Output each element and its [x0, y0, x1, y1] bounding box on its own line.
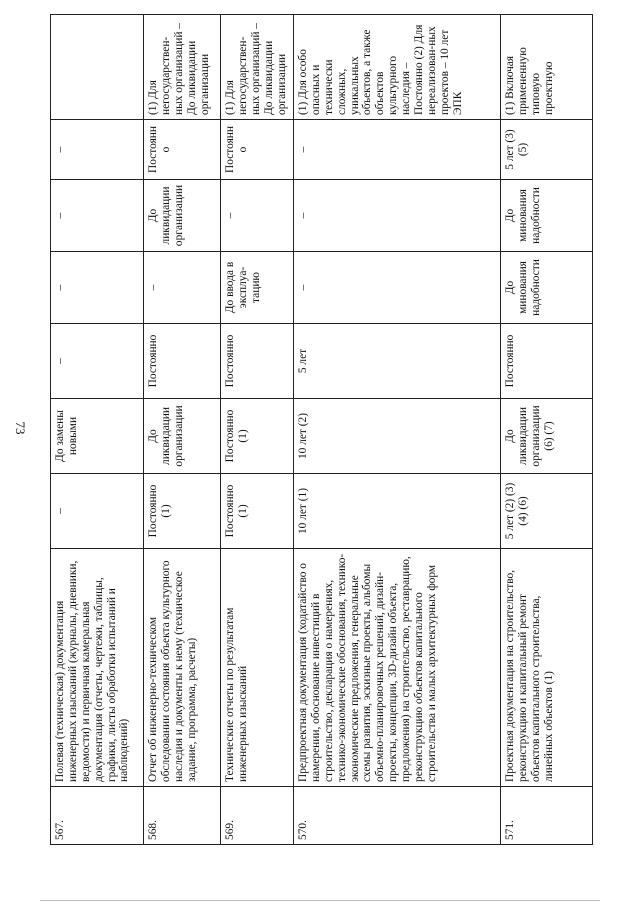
- rotated-table-wrapper: [50, 15, 592, 845]
- retention-table: [50, 14, 593, 845]
- page-number: 73: [13, 421, 28, 435]
- cell-c4: До замены новыми: [51, 399, 144, 474]
- table-row: [501, 15, 593, 845]
- cell-c8: –: [294, 120, 501, 180]
- cell-c8: –: [51, 120, 144, 180]
- cell-c8: 5 лет (3) (5): [501, 120, 593, 180]
- table-row: [221, 15, 294, 845]
- cell-c5: Постоянно: [221, 324, 294, 399]
- document-title: Предпроектная документация (ходатайство о намерении, обоснование инвестиций в строительство, декларация о намерениях, технико-экономические обоснования, технико-экономические предложения, генеральные схемы развития, эскизные проекты, альбомы объемно-планировочных решений, дизайн-проекты, концепции, 3D-дизайн объекта, предложения) на строительство, реставрацию, реконструкцию объектов капитального строительства и малых архитектурных форм: [294, 549, 501, 787]
- cell-c3: Постоянно (1): [144, 474, 221, 549]
- cell-c7: –: [51, 180, 144, 252]
- document-title: Отчет об инженерно-техническом обследовании состояния объекта культурного наследия и документы к нему (техническое задание, программа, расчеты): [144, 549, 221, 787]
- note-cell: (1) Включая примененную типовую проектную: [501, 15, 593, 120]
- cell-c6: До ввода в эксплуа-тацию: [221, 252, 294, 324]
- cell-c8: Постоянно: [221, 120, 294, 180]
- cell-c7: До ликвидации организации: [144, 180, 221, 252]
- note-cell: (1) Для негосударствен-ных организаций – До ликвидации организации: [144, 15, 221, 120]
- row-number: 569.: [221, 787, 294, 845]
- cell-c3: –: [51, 474, 144, 549]
- row-number: 567.: [51, 787, 144, 845]
- table-row: [51, 15, 144, 845]
- cell-c4: Постоянно (1): [221, 399, 294, 474]
- note-cell: (1) Для негосударствен-ных организаций – До ликвидации организации: [221, 15, 294, 120]
- cell-c4: До ликвидации организации (6) (7): [501, 399, 593, 474]
- row-number: 568.: [144, 787, 221, 845]
- cell-c5: –: [51, 324, 144, 399]
- table-row: [294, 15, 501, 845]
- cell-c6: –: [144, 252, 221, 324]
- cell-c4: До ликвидации организации: [144, 399, 221, 474]
- row-number: 570.: [294, 787, 501, 845]
- note-cell: [51, 15, 144, 120]
- cell-c7: До минования надобности: [501, 180, 593, 252]
- document-title: Полевая (техническая) документация инженерных изысканий (журналы, дневники, ведомости) и первичная камеральная документация (отчеты, чертежи, таблицы, графики, листы обработки испытаний и наблюдений): [51, 549, 144, 787]
- scan-edge-line: [40, 900, 600, 901]
- cell-c3: 10 лет (1): [294, 474, 501, 549]
- row-number: 571.: [501, 787, 593, 845]
- cell-c4: 10 лет (2): [294, 399, 501, 474]
- cell-c5: 5 лет: [294, 324, 501, 399]
- cell-c7: –: [294, 180, 501, 252]
- cell-c6: –: [51, 252, 144, 324]
- note-cell: (1) Для особо опасных и технически сложных, уникальных объектов, а также объектов культурного наследия – Постоянно (2) Для нереализован-ных проектов – 10 лет ЭПК: [294, 15, 501, 120]
- document-title: Технические отчеты по результатам инженерных изысканий: [221, 549, 294, 787]
- document-title: Проектная документация на строительство, реконструкцию и капитальный ремонт объектов капитального строительства, линейных объектов (1): [501, 549, 593, 787]
- cell-c7: –: [221, 180, 294, 252]
- cell-c8: Постоянно: [144, 120, 221, 180]
- cell-c6: –: [294, 252, 501, 324]
- cell-c3: Постоянно (1): [221, 474, 294, 549]
- cell-c5: Постоянно: [144, 324, 221, 399]
- cell-c3: 5 лет (2) (3) (4) (6): [501, 474, 593, 549]
- table-row: [144, 15, 221, 845]
- cell-c5: Постоянно: [501, 324, 593, 399]
- cell-c6: До минования надобности: [501, 252, 593, 324]
